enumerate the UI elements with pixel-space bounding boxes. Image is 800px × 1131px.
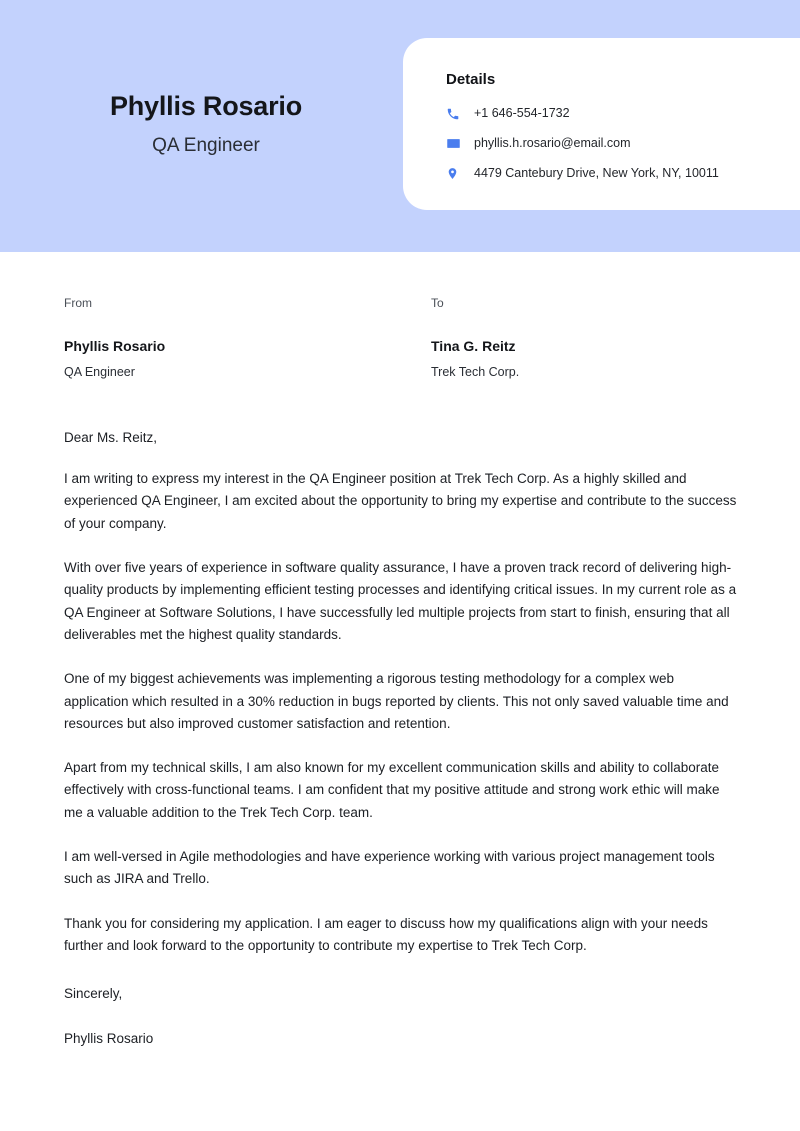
contact-row-address bbox=[446, 165, 800, 182]
body-paragraph: Apart from my technical skills, I am also known for my excellent communication skills and ability to collaborate effectively with cross-functional teams. I am confident that my positive attitude and strong work ethic will make me a valuable addition to the Trek Tech Corp. team. bbox=[64, 760, 720, 820]
applicant-job-title: QA Engineer bbox=[152, 135, 260, 157]
to-block bbox=[431, 296, 519, 380]
from-label: From bbox=[64, 296, 92, 310]
to-label: To bbox=[431, 296, 444, 310]
letter-body bbox=[64, 296, 738, 1048]
body-paragraph: Thank you for considering my application. I am eager to discuss how my qualifications align with your needs further and look forward to the opportunity to contribute my expertise to Trek Tech Corp. bbox=[64, 915, 708, 953]
closing-line: Sincerely, bbox=[64, 986, 123, 1002]
contact-row-email bbox=[446, 135, 800, 152]
applicant-name: Phyllis Rosario bbox=[109, 91, 303, 121]
body-paragraph: I am well-versed in Agile methodologies and have experience working with various project management tools such as JIRA and Trello. bbox=[64, 849, 715, 887]
contact-address-value: 4479 Cantebury Drive, New York, NY, 10011 bbox=[474, 166, 719, 180]
signature-name: Phyllis Rosario bbox=[64, 1031, 154, 1047]
to-name: Tina G. Reitz bbox=[431, 338, 516, 355]
from-name: Phyllis Rosario bbox=[64, 338, 166, 355]
body-paragraph: With over five years of experience in software quality assurance, I have a proven track record of delivering high-quality products by implementing efficient testing processes and identifying critical issues. In my current role as a QA Engineer at Software Solutions, I have successfully led multiple projects from start to finish, ensuring that all deliverables met the highest quality standards. bbox=[64, 560, 737, 642]
header-band bbox=[0, 0, 800, 252]
contact-row-phone bbox=[446, 105, 800, 122]
identity-block bbox=[0, 90, 412, 158]
body-paragraph: I am writing to express my interest in the QA Engineer position at Trek Tech Corp. As a highly skilled and experienced QA Engineer, I am excited about the opportunity to bring my expertise and contribute to the success of your company. bbox=[64, 471, 737, 531]
body-paragraph: One of my biggest achievements was implementing a rigorous testing methodology for a complex web application which resulted in a 30% reduction in bugs reported by clients. This not only saved valuable time and resources but also improved customer satisfaction and retention. bbox=[64, 671, 729, 731]
location-pin-icon bbox=[446, 166, 465, 182]
email-icon bbox=[446, 136, 465, 152]
from-subtitle: QA Engineer bbox=[64, 365, 135, 380]
details-card bbox=[403, 38, 800, 210]
contact-email-value: phyllis.h.rosario@email.com bbox=[474, 136, 631, 150]
to-subtitle: Trek Tech Corp. bbox=[431, 365, 520, 380]
details-heading: Details bbox=[446, 71, 496, 88]
from-block bbox=[64, 296, 165, 380]
salutation: Dear Ms. Reitz, bbox=[64, 430, 158, 445]
phone-icon bbox=[446, 106, 465, 122]
contact-phone-value: +1 646-554-1732 bbox=[474, 106, 570, 120]
address-section bbox=[64, 296, 738, 382]
